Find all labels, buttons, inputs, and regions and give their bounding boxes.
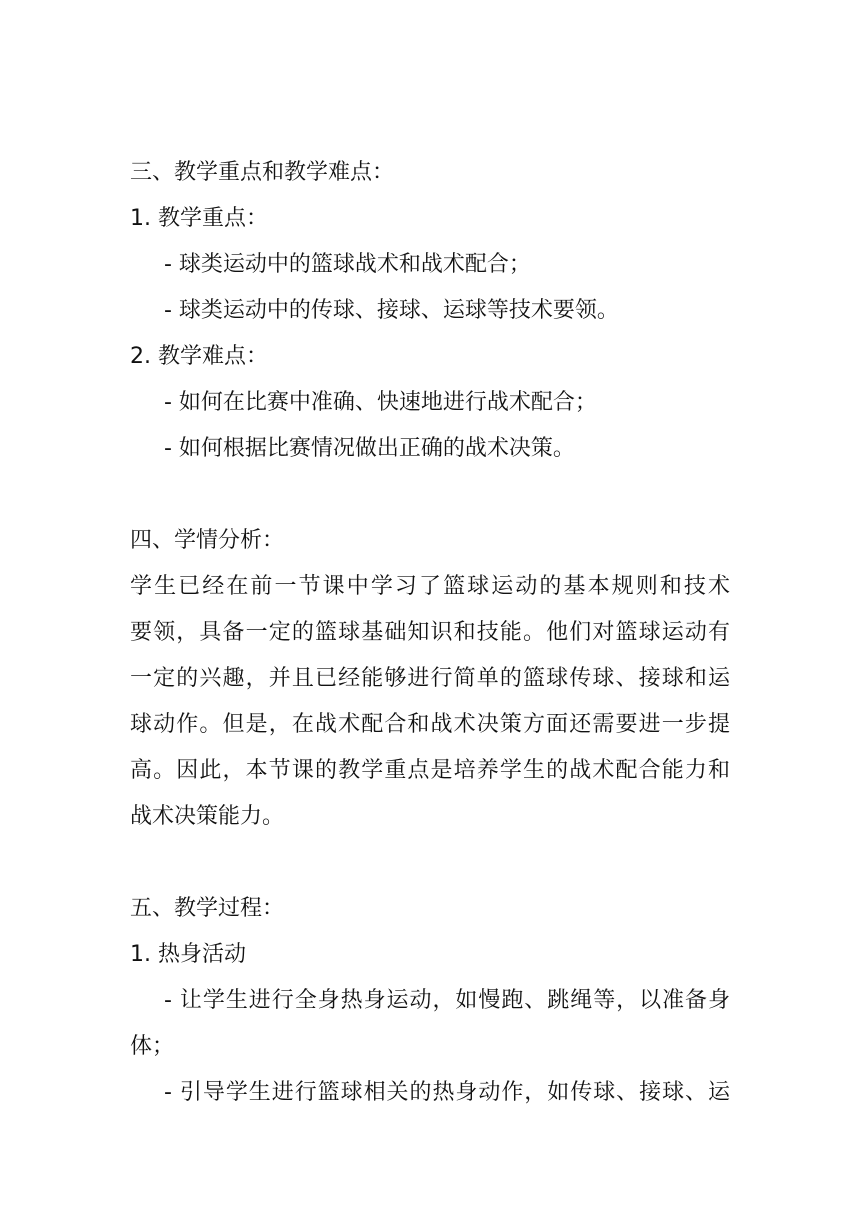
warm-up-item-line: - 引导学生进行篮球相关的热身动作，如传球、接球、运 xyxy=(164,1080,730,1105)
blank-line xyxy=(130,840,730,886)
difficulty-item: - 如何在比赛中准确、快速地进行战术配合； xyxy=(164,390,597,415)
section-heading-teaching-process: 五、教学过程： xyxy=(130,896,285,921)
paragraph-line: 要领，具备一定的篮球基础知识和技能。他们对篮球运动有 xyxy=(130,620,730,645)
warm-up-item-continuation: 体； xyxy=(130,1034,175,1059)
paragraph-line: 高。因此，本节课的教学重点是培养学生的战术配合能力和 xyxy=(130,758,730,783)
paragraph-line: 学生已经在前一节课中学习了篮球运动的基本规则和技术 xyxy=(130,574,730,599)
paragraph-line: 球动作。但是，在战术配合和战术决策方面还需要进一步提 xyxy=(130,712,730,737)
subheading-warm-up: 1. 热身活动 xyxy=(130,942,246,967)
subheading-difficulties: 2. 教学难点： xyxy=(130,344,268,369)
student-analysis-paragraph xyxy=(130,564,730,840)
section-heading-student-analysis: 四、学情分析： xyxy=(130,528,285,553)
subheading-key-points: 1. 教学重点： xyxy=(130,206,268,231)
warm-up-item-line: - 让学生进行全身热身运动，如慢跑、跳绳等，以准备身 xyxy=(164,988,730,1013)
difficulty-item: - 如何根据比赛情况做出正确的战术决策。 xyxy=(164,436,575,461)
key-point-item: - 球类运动中的篮球战术和战术配合； xyxy=(164,252,531,277)
document-body xyxy=(130,150,730,1116)
section-heading-teaching-focus: 三、教学重点和教学难点： xyxy=(130,160,395,185)
blank-line xyxy=(130,472,730,518)
paragraph-line: 战术决策能力。 xyxy=(130,804,285,829)
paragraph-line: 一定的兴趣，并且已经能够进行简单的篮球传球、接球和运 xyxy=(130,666,730,691)
key-point-item: - 球类运动中的传球、接球、运球等技术要领。 xyxy=(164,298,619,323)
